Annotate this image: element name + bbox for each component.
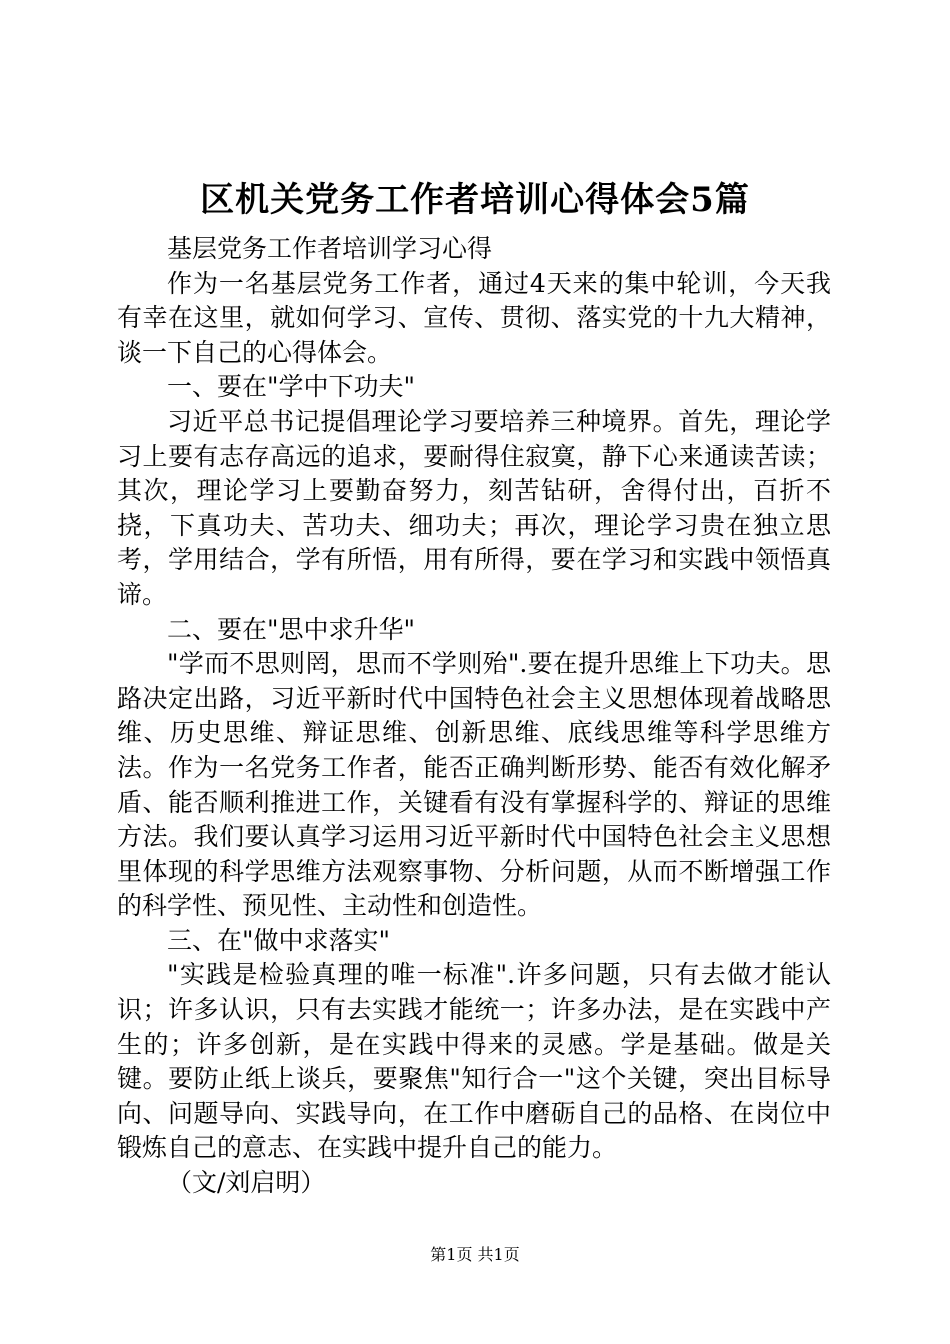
intro-paragraph: 作为一名基层党务工作者，通过4天来的集中轮训，今天我有幸在这里，就如何学习、宣传、贯彻、落实党的十九大精神，谈一下自己的心得体会。 [117,268,831,367]
document-title: 区机关党务工作者培训心得体会5篇 [200,180,750,220]
section-paragraph-1: 习近平总书记提倡理论学习要培养三种境界。首先，理论学习上要有志存高远的追求，要耐得住寂寞，静下心来通读苦读；其次，理论学习上要勤奋努力，刻苦钻研，舍得付出，百折不挠，下真功夫、苦功夫、细功夫；再次，理论学习贵在独立思考，学用结合，学有所悟，用有所得，要在学习和实践中领悟真谛。 [117,406,831,609]
section-heading-3: 三、在"做中求落实" [167,925,390,955]
document-body [117,232,831,1201]
author-line: （文/刘启明） [167,1168,326,1198]
section-heading-1: 一、要在"学中下功夫" [167,372,415,402]
page-number-footer: 第1页 共1页 [430,1245,520,1264]
subtitle-paragraph: 基层党务工作者培训学习心得 [167,234,493,263]
section-paragraph-3: "实践是检验真理的唯一标准".许多问题，只有去做才能认识；许多认识，只有去实践才能统一；许多办法，是在实践中产生的；许多创新，是在实践中得来的灵感。学是基础。做是关键。要防止纸上谈兵，要聚焦"知行合一"这个关键，突出目标导向、问题导向、实践导向，在工作中磨砺自己的品格、在岗位中锻炼自己的意志、在实践中提升自己的能力。 [117,960,831,1163]
section-heading-2: 二、要在"思中求升华" [167,614,415,644]
section-paragraph-2: "学而不思则罔，思而不学则殆".要在提升思维上下功夫。思路决定出路，习近平新时代中国特色社会主义思想体现着战略思维、历史思维、辩证思维、创新思维、底线思维等科学思维方法。作为一名党务工作者，能否正确判断形势、能否有效化解矛盾、能否顺利推进工作，关键看有没有掌握科学的、辩证的思维方法。我们要认真学习运用习近平新时代中国特色社会主义思想里体现的科学思维方法观察事物、分析问题，从而不断增强工作的科学性、预见性、主动性和创造性。 [117,649,831,921]
